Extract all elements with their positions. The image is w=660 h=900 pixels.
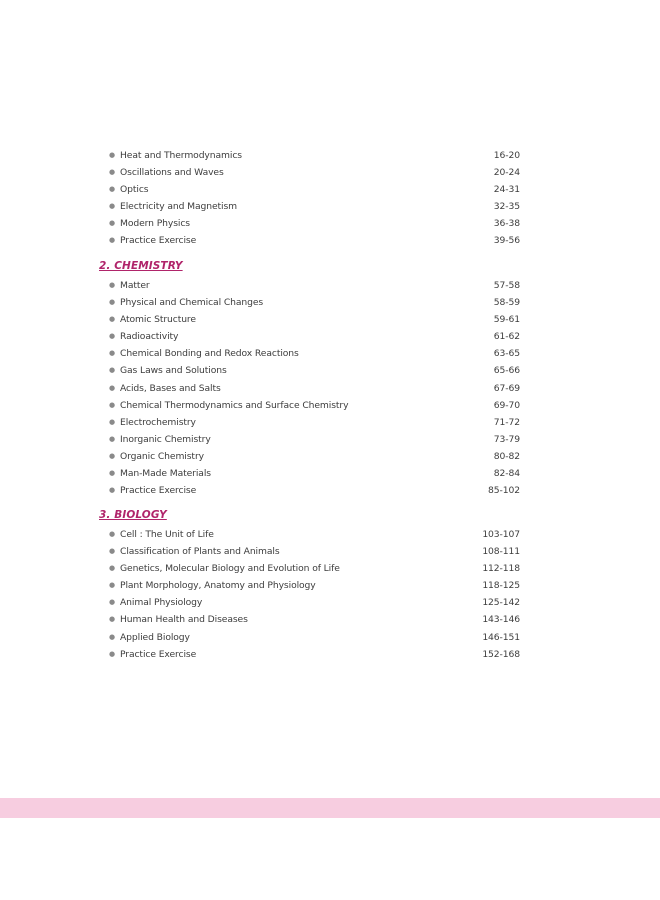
bullet-icon: ● (109, 202, 116, 211)
toc-entry[interactable] (0, 560, 660, 577)
entry-title: Practice Exercise (120, 235, 197, 247)
bullet-icon: ● (109, 236, 116, 245)
bullet-icon: ● (109, 383, 116, 392)
toc-entry[interactable] (0, 543, 660, 560)
entry-title: Organic Chemistry (120, 450, 204, 462)
entry-title: Electricity and Magnetism (120, 201, 238, 213)
toc-entry[interactable] (0, 198, 660, 215)
entry-pages: 85-102 (488, 485, 520, 497)
bullet-icon: ● (109, 649, 116, 658)
bullet-icon: ● (109, 400, 116, 409)
entry-pages: 73-79 (493, 433, 520, 445)
entry-title: Optics (120, 184, 149, 196)
section-heading-biology: 3. BIOLOGY (99, 509, 167, 521)
toc-entry[interactable] (0, 328, 660, 345)
entry-pages: 24-31 (493, 184, 520, 196)
entry-title: Radioactivity (120, 331, 179, 343)
bullet-icon: ● (109, 581, 116, 590)
entry-pages: 125-142 (482, 597, 520, 609)
entry-title: Heat and Thermodynamics (120, 150, 242, 161)
entry-pages: 146-151 (482, 631, 520, 643)
entry-title: Atomic Structure (120, 314, 196, 326)
entry-pages: 80-82 (493, 450, 520, 462)
bullet-icon: ● (109, 349, 116, 358)
toc-entry[interactable] (0, 362, 660, 379)
entry-title: Inorganic Chemistry (120, 433, 211, 445)
toc-entry[interactable] (0, 164, 660, 181)
entry-title: Human Health and Diseases (120, 614, 248, 626)
entry-title: Electrochemistry (120, 416, 196, 428)
entry-pages: 58-59 (493, 297, 520, 309)
entry-pages: 39-56 (493, 235, 520, 247)
entry-title: Animal Physiology (120, 597, 203, 609)
bullet-icon: ● (109, 564, 116, 573)
bullet-icon: ● (109, 615, 116, 624)
bullet-icon: ● (109, 486, 116, 495)
toc-entry[interactable] (0, 414, 660, 431)
entry-title: Applied Biology (120, 631, 190, 643)
bullet-icon: ● (109, 332, 116, 341)
toc-entry[interactable] (0, 431, 660, 448)
entry-pages: 143-146 (482, 614, 520, 626)
chemistry-entries (0, 277, 660, 499)
bullet-icon: ● (109, 281, 116, 289)
toc-entry[interactable] (0, 646, 660, 663)
toc-entry[interactable] (0, 147, 660, 164)
entry-pages: 63-65 (493, 348, 520, 360)
entry-title: Man-Made Materials (120, 468, 211, 480)
toc-entry[interactable] (0, 594, 660, 611)
bullet-icon: ● (109, 366, 116, 375)
bullet-icon: ● (109, 451, 116, 460)
entry-title: Classification of Plants and Animals (120, 546, 280, 558)
toc-entry[interactable] (0, 397, 660, 414)
toc-entry[interactable] (0, 181, 660, 198)
entry-pages: 103-107 (482, 529, 520, 540)
entry-pages: 59-61 (493, 314, 520, 326)
toc-entry[interactable] (0, 380, 660, 397)
bullet-icon: ● (109, 219, 116, 228)
entry-pages: 32-35 (493, 201, 520, 213)
entry-pages: 108-111 (482, 546, 520, 558)
bullet-icon: ● (109, 632, 116, 641)
entry-pages: 20-24 (493, 167, 520, 179)
toc-entry[interactable] (0, 611, 660, 628)
entry-pages: 152-168 (482, 648, 520, 660)
biology-entries (0, 526, 660, 663)
toc-entry[interactable] (0, 448, 660, 465)
toc-entry[interactable] (0, 629, 660, 646)
entry-title: Practice Exercise (120, 485, 197, 497)
entry-title: Chemical Thermodynamics and Surface Chemistry (120, 399, 349, 411)
entry-pages: 118-125 (482, 580, 520, 592)
toc-entry[interactable] (0, 526, 660, 543)
entry-pages: 82-84 (493, 468, 520, 480)
bullet-icon: ● (109, 168, 116, 177)
bullet-icon: ● (109, 151, 116, 159)
entry-pages: 112-118 (482, 563, 520, 575)
entry-pages: 36-38 (493, 218, 520, 230)
toc-entry[interactable] (0, 465, 660, 482)
bullet-icon: ● (109, 469, 116, 478)
entry-pages: 71-72 (493, 416, 520, 428)
toc-entry[interactable] (0, 311, 660, 328)
toc-entry[interactable] (0, 232, 660, 249)
entry-pages: 57-58 (493, 280, 520, 291)
bullet-icon: ● (109, 434, 116, 443)
entry-title: Chemical Bonding and Redox Reactions (120, 348, 299, 360)
bullet-icon: ● (109, 547, 116, 556)
bullet-icon: ● (109, 530, 116, 538)
toc-entry[interactable] (0, 215, 660, 232)
entry-title: Acids, Bases and Salts (120, 382, 221, 394)
entry-title: Plant Morphology, Anatomy and Physiology (120, 580, 316, 592)
toc-entry[interactable] (0, 345, 660, 362)
entry-title: Cell : The Unit of Life (120, 529, 214, 540)
entry-title: Gas Laws and Solutions (120, 365, 227, 377)
entry-pages: 16-20 (493, 150, 520, 161)
bullet-icon: ● (109, 315, 116, 324)
toc-entry[interactable] (0, 277, 660, 294)
toc-entry[interactable] (0, 482, 660, 499)
toc-entry[interactable] (0, 577, 660, 594)
bullet-icon: ● (109, 185, 116, 194)
bullet-icon: ● (109, 598, 116, 607)
bullet-icon: ● (109, 417, 116, 426)
entry-title: Oscillations and Waves (120, 167, 224, 179)
entry-pages: 69-70 (493, 399, 520, 411)
entry-title: Matter (120, 280, 150, 291)
entry-pages: 67-69 (493, 382, 520, 394)
footer-band (0, 798, 660, 818)
entry-pages: 61-62 (493, 331, 520, 343)
entry-title: Practice Exercise (120, 648, 197, 660)
toc-entry[interactable] (0, 294, 660, 311)
entry-title: Modern Physics (120, 218, 190, 230)
entry-title: Physical and Chemical Changes (120, 297, 264, 309)
entry-title: Genetics, Molecular Biology and Evolution of Life (120, 563, 340, 575)
entry-pages: 65-66 (493, 365, 520, 377)
physics-entries (0, 147, 660, 250)
section-heading-chemistry: 2. CHEMISTRY (99, 260, 183, 272)
bullet-icon: ● (109, 298, 116, 307)
